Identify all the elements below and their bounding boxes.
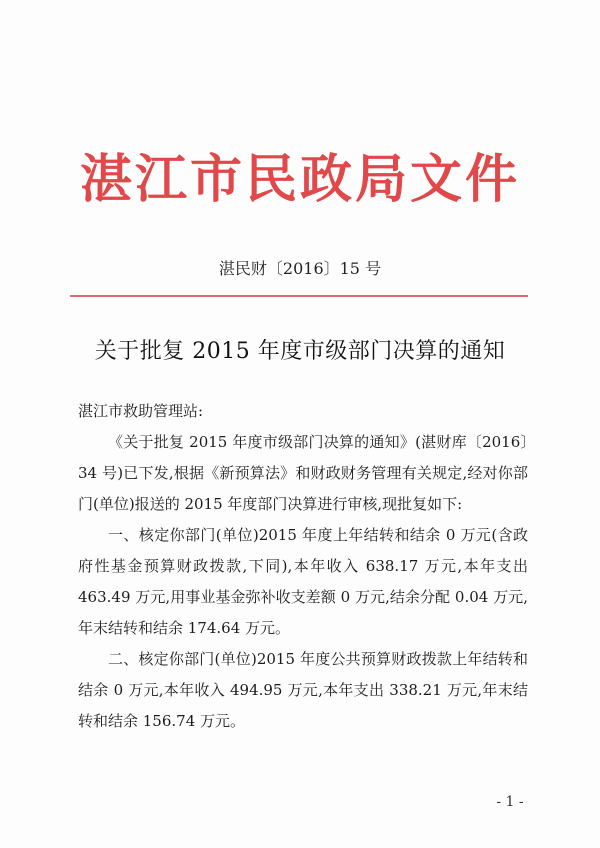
document-body — [78, 396, 528, 737]
document-number: 湛民财〔2016〕15 号 — [218, 259, 382, 278]
page-number: - 1 - — [496, 794, 524, 810]
notice-title: 关于批复 2015 年度市级部门决算的通知 — [94, 339, 506, 364]
body-paragraph-section-two: 二、核定你部门(单位)2015 年度公共预算财政拨款上年结转和结余 0 万元,本年收入 494.95 万元,本年支出 338.21 万元,年末结转和结余 156.74 万元。 — [78, 650, 528, 730]
red-divider-line — [70, 295, 528, 297]
addressee: 湛江市救助管理站: — [78, 402, 204, 420]
issuer-header-title: 湛江市民政局文件 — [79, 149, 520, 210]
body-paragraph-intro: 《关于批复 2015 年度市级部门决算的通知》(湛财库〔2016〕34 号)已下发,根据《新预算法》和财政财务管理有关规定,经对你部门(单位)报送的 2015 年度部门决算进行审核,现批复如下: — [78, 433, 528, 513]
body-paragraph-section-one: 一、核定你部门(单位)2015 年度上年结转和结余 0 万元(含政府性基金预算财政拨款,下同),本年收入 638.17 万元,本年支出 463.49 万元,用事业基金弥补收支差额 0 万元,结余分配 0.04 万元,年末结转和结余 174.64 万元。 — [78, 526, 528, 637]
